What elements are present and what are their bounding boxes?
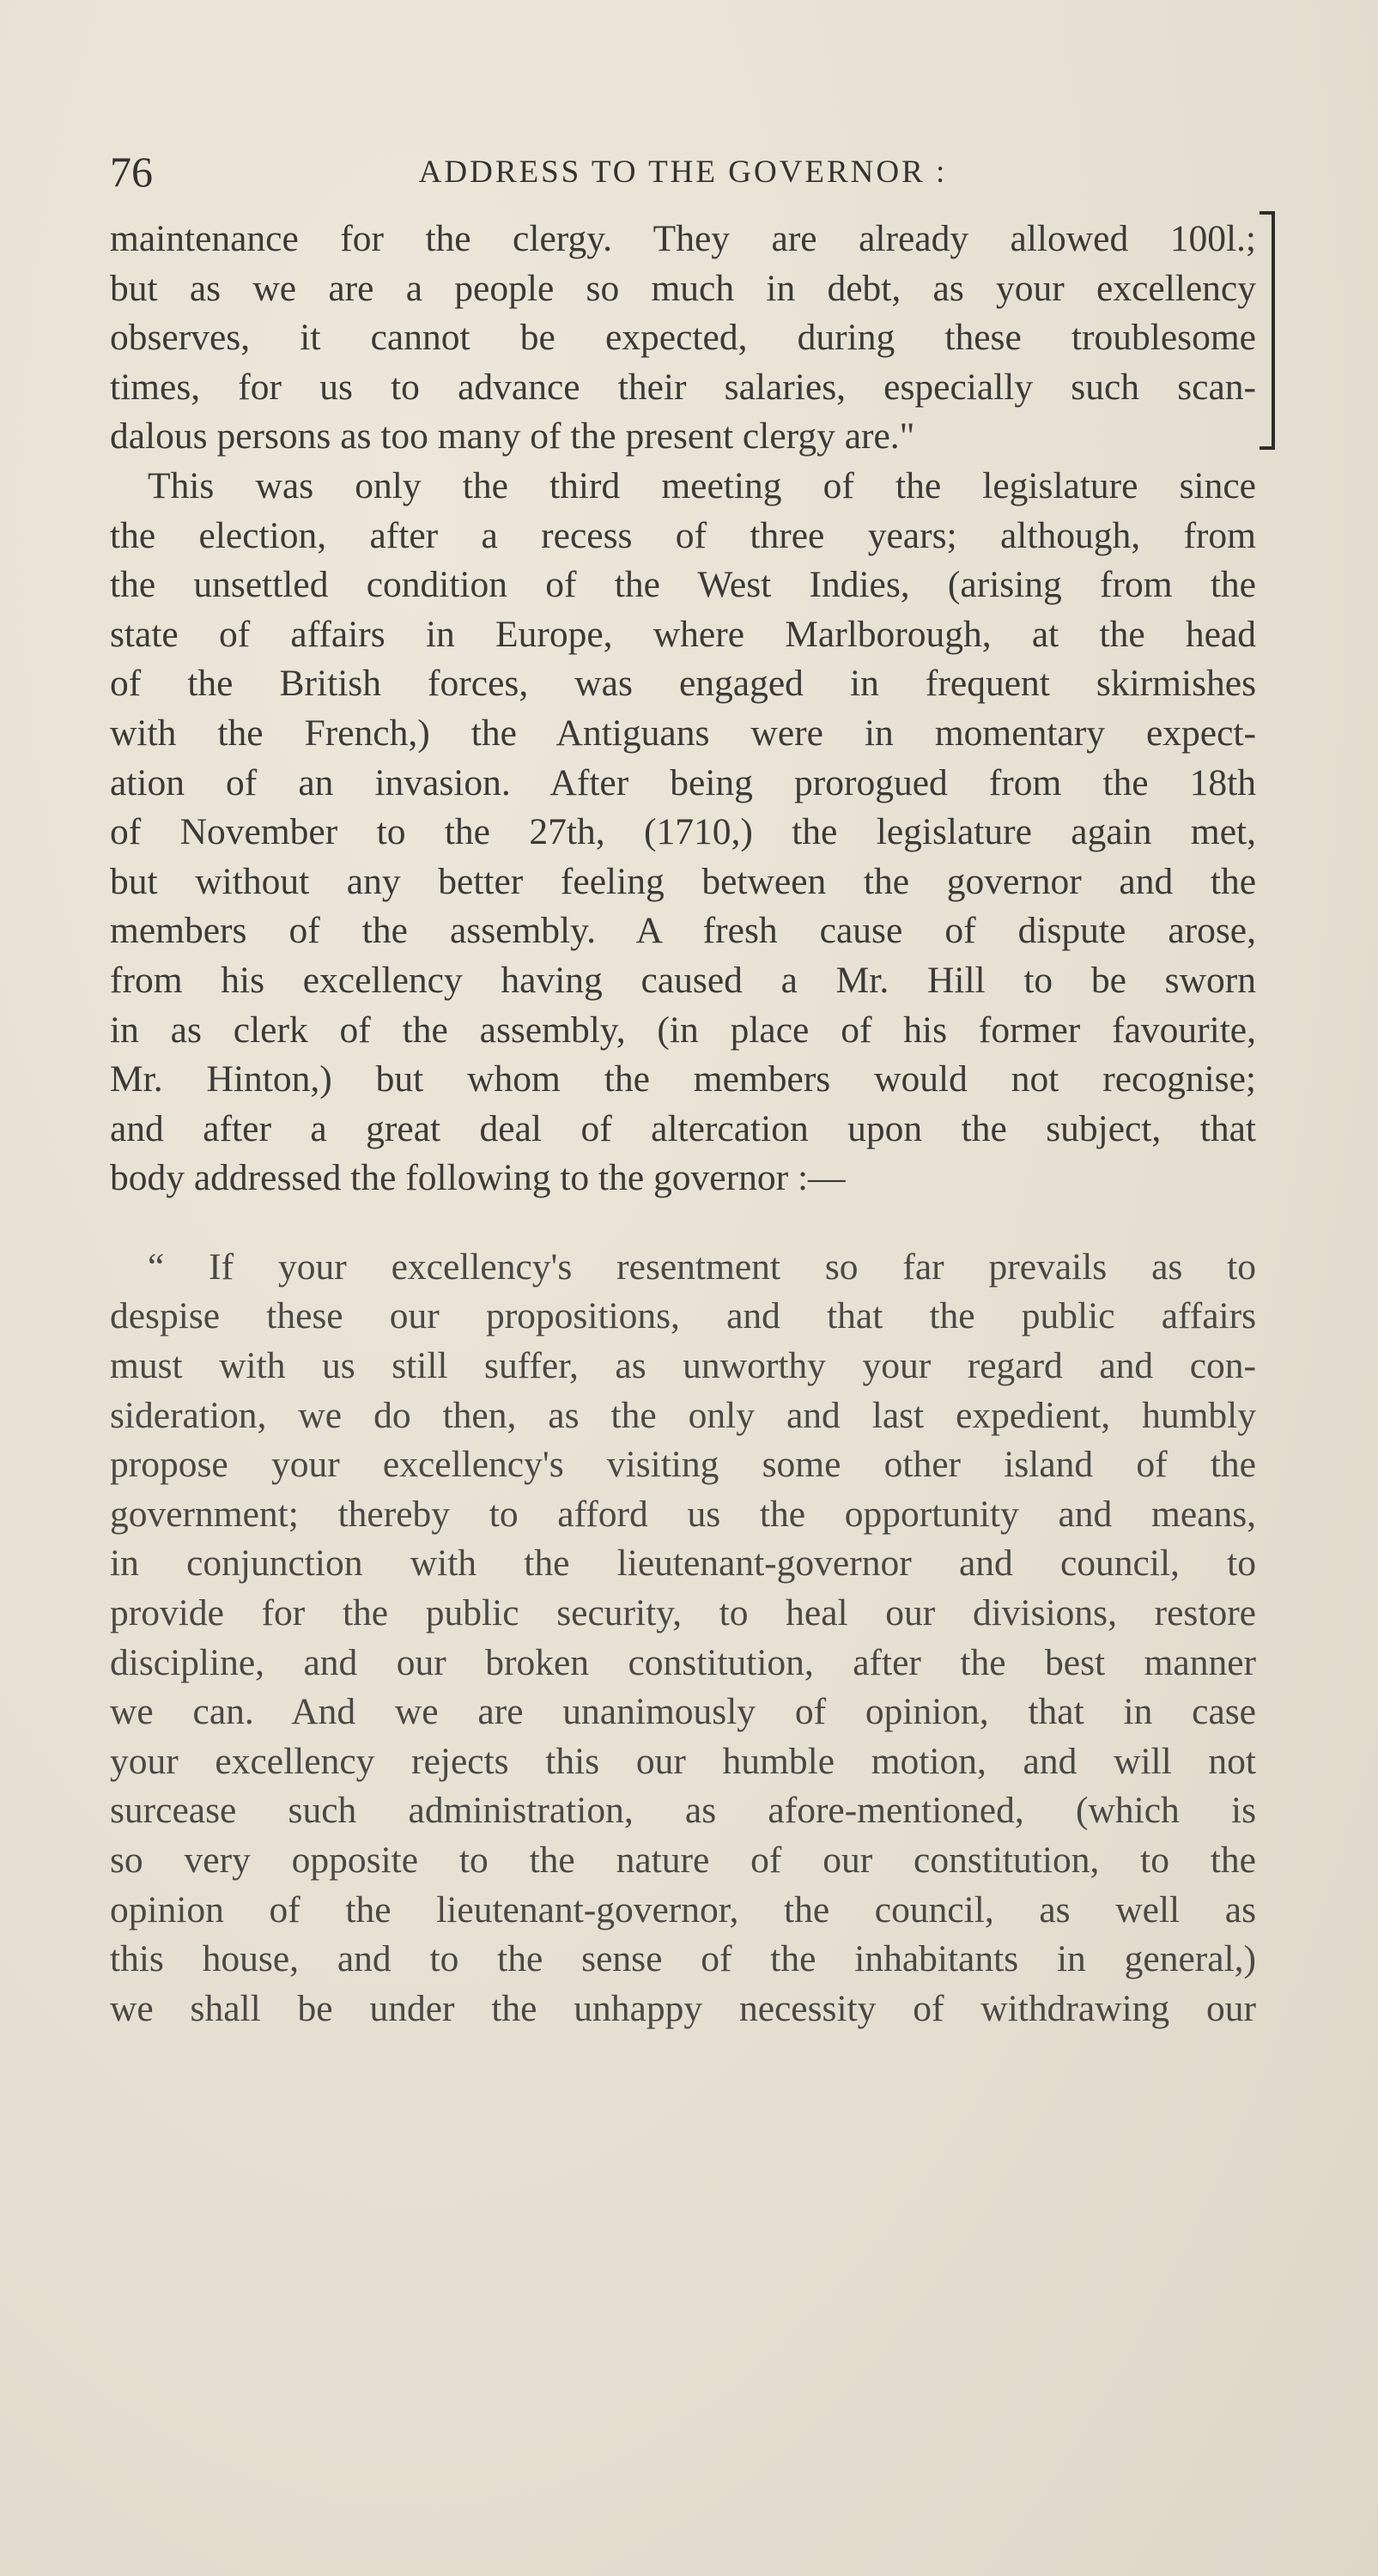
margin-bracket [1260,211,1275,450]
text-line: members of the assembly. A fresh cause of dispute arose, [110,910,1256,952]
running-title: ADDRESS TO THE GOVERNOR : [418,155,948,190]
text-line: dalous persons as too many of the present clergy are." [110,415,915,458]
text-line: but without any better feeling between the governor and the [110,860,1256,902]
text-line: opinion of the lieutenant-governor, the council, as well as [110,1888,1256,1930]
text-line: of the British forces, was engaged in frequent skirmishes [110,663,1256,705]
text-line: must with us still suffer, as unworthy your regard and con- [110,1345,1256,1387]
text-line: “ If your excellency's resentment so far prevails as to [148,1246,1256,1288]
text-line: maintenance for the clergy. They are already allowed 100l.; [110,218,1256,259]
text-line: despise these our propositions, and that the public affairs [110,1295,1256,1337]
text-line: provide for the public security, to heal our divisions, restore [110,1592,1256,1634]
text-line: propose your excellency's visiting some other island of the [110,1444,1256,1486]
text-line: Mr. Hinton,) but whom the members would not recognise; [110,1058,1256,1100]
running-head [110,146,1256,197]
text-line: ation of an invasion. After being prorogued from the 18th [110,761,1256,803]
text-line: times, for us to advance their salaries, especially such scan- [110,366,1256,408]
text-line: observes, it cannot be expected, during these troublesome [110,317,1256,359]
text-line: with the French,) the Antiguans were in momentary expect- [110,712,1256,754]
text-line: discipline, and our broken constitution, after the best manner [110,1641,1256,1683]
text-line: we shall be under the unhappy necessity of withdrawing our [110,1987,1256,2029]
text-line: in as clerk of the assembly, (in place of his former favourite, [110,1009,1256,1051]
text-line: surcease such administration, as afore-mentioned, (which is [110,1790,1256,1832]
text-line: this house, and to the sense of the inhabitants in general,) [110,1938,1256,1980]
text-line: from his excellency having caused a Mr. Hill to be sworn [110,959,1256,1001]
text-line: body addressed the following to the governor :— [110,1157,846,1199]
text-line: but as we are a people so much in debt, as your excellency [110,267,1256,309]
text-line: government; thereby to afford us the opportunity and means, [110,1493,1256,1535]
text-line: the unsettled condition of the West Indies, (arising from the [110,564,1256,606]
text-line: the election, after a recess of three years; although, from [110,514,1256,556]
text-line: state of affairs in Europe, where Marlborough, at the head [110,613,1256,655]
paragraph-legislature-meeting [110,462,1256,1203]
text-line: your excellency rejects this our humble motion, and will not [110,1740,1256,1782]
paragraph-clergy-maintenance [110,215,1256,462]
text-line: so very opposite to the nature of our constitution, to the [110,1840,1256,1881]
text-line: of November to the 27th, (1710,) the legislature again met, [110,811,1256,853]
quoted-address [110,1243,1256,2034]
page-number: 76 [110,148,153,196]
text-line: and after a great deal of altercation upon the subject, that [110,1107,1256,1149]
text-line: we can. And we are unanimously of opinion, that in case [110,1691,1256,1733]
text-line: sideration, we do then, as the only and last expedient, humbly [110,1394,1256,1436]
book-page [110,146,1256,2034]
text-line: This was only the third meeting of the legislature since [148,464,1256,506]
text-line: in conjunction with the lieutenant-governor and council, to [110,1543,1256,1585]
